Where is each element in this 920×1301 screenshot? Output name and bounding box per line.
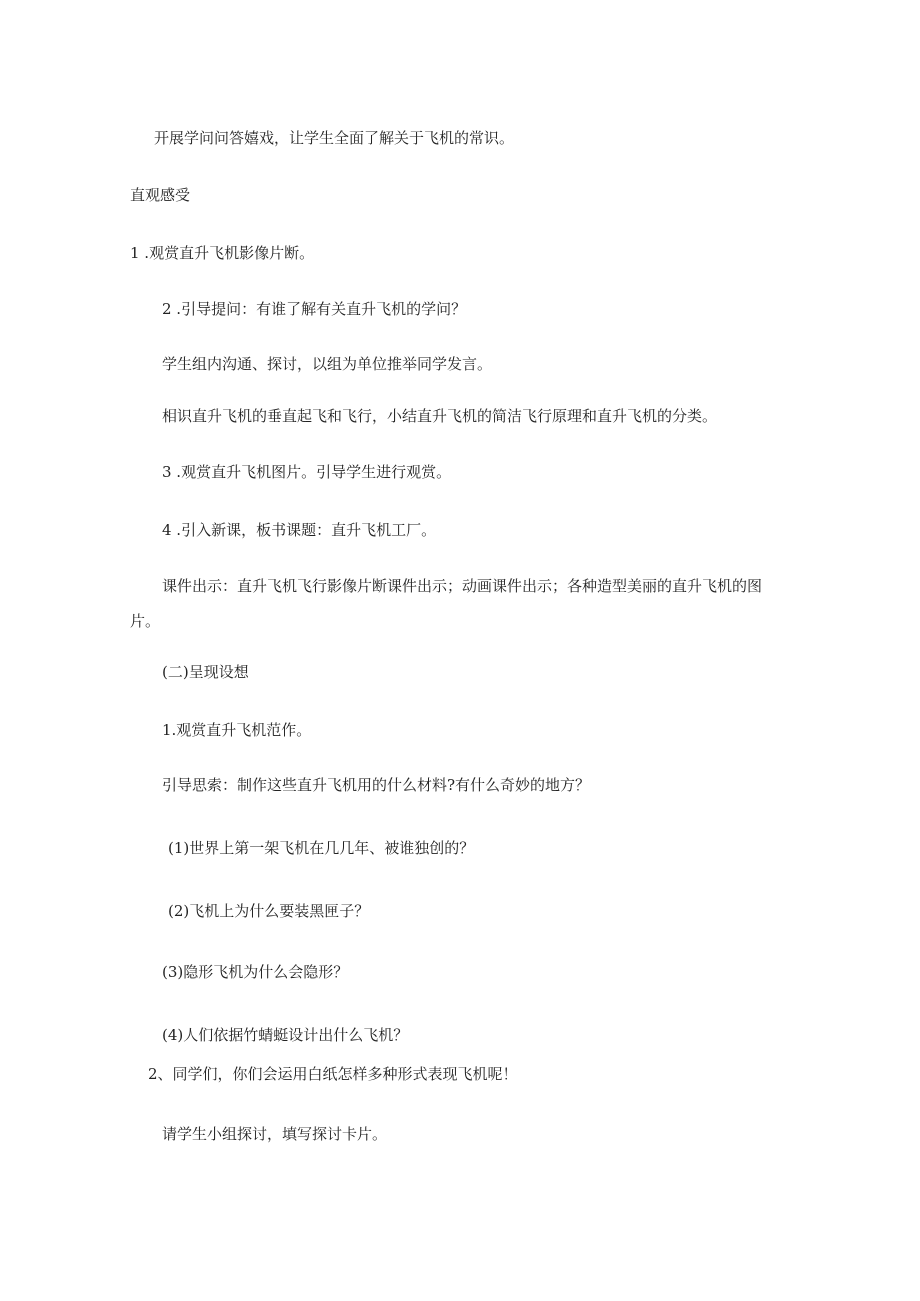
paragraph-group-discussion: 学生组内沟通、探讨，以组为单位推举同学发言。 (162, 355, 493, 373)
step-2-express-airplanes: 2、同学们，你们会运用白纸怎样多种形式表现飞机呢！ (148, 1065, 518, 1083)
question-4: (4)人们依据竹蜻蜓设计出什么飞机？ (162, 1026, 409, 1044)
step-1-view-sample-works: 1.观赏直升飞机范作。 (162, 721, 312, 739)
paragraph-helicopter-summary: 相识直升飞机的垂直起飞和飞行，小结直升飞机的简洁飞行原理和直升飞机的分类。 (162, 407, 718, 425)
paragraph-courseware-display: 课件出示：直升飞机飞行影像片断课件出示；动画课件出示；各种造型美丽的直升飞机的图 (162, 577, 763, 595)
section-heading-present-ideas: (二)呈现设想 (162, 663, 249, 681)
question-1: (1)世界上第一架飞机在几几年、被谁独创的？ (168, 839, 475, 857)
section-heading-intuitive-feeling: 直观感受 (130, 186, 191, 204)
step-3-view-pictures: 3 .观赏直升飞机图片。引导学生进行观赏。 (162, 463, 452, 481)
step-1-watch-video: 1 .观赏直升飞机影像片断。 (130, 244, 315, 262)
question-2: (2)飞机上为什么要装黑匣子？ (168, 902, 370, 920)
paragraph-knowledge-quiz: 开展学问问答嬉戏，让学生全面了解关于飞机的常识。 (154, 129, 515, 147)
step-2-guided-question: 2 .引导提问：有谁了解有关直升飞机的学问？ (162, 300, 467, 318)
paragraph-courseware-display-continued: 片。 (130, 612, 161, 630)
paragraph-fill-discussion-card: 请学生小组探讨，填写探讨卡片。 (162, 1125, 388, 1143)
paragraph-guided-thinking: 引导思索：制作这些直升飞机用的什么材料?有什么奇妙的地方？ (162, 776, 591, 794)
step-4-new-lesson: 4 .引入新课，板书课题：直升飞机工厂。 (162, 521, 437, 539)
question-3: (3)隐形飞机为什么会隐形？ (162, 963, 349, 981)
